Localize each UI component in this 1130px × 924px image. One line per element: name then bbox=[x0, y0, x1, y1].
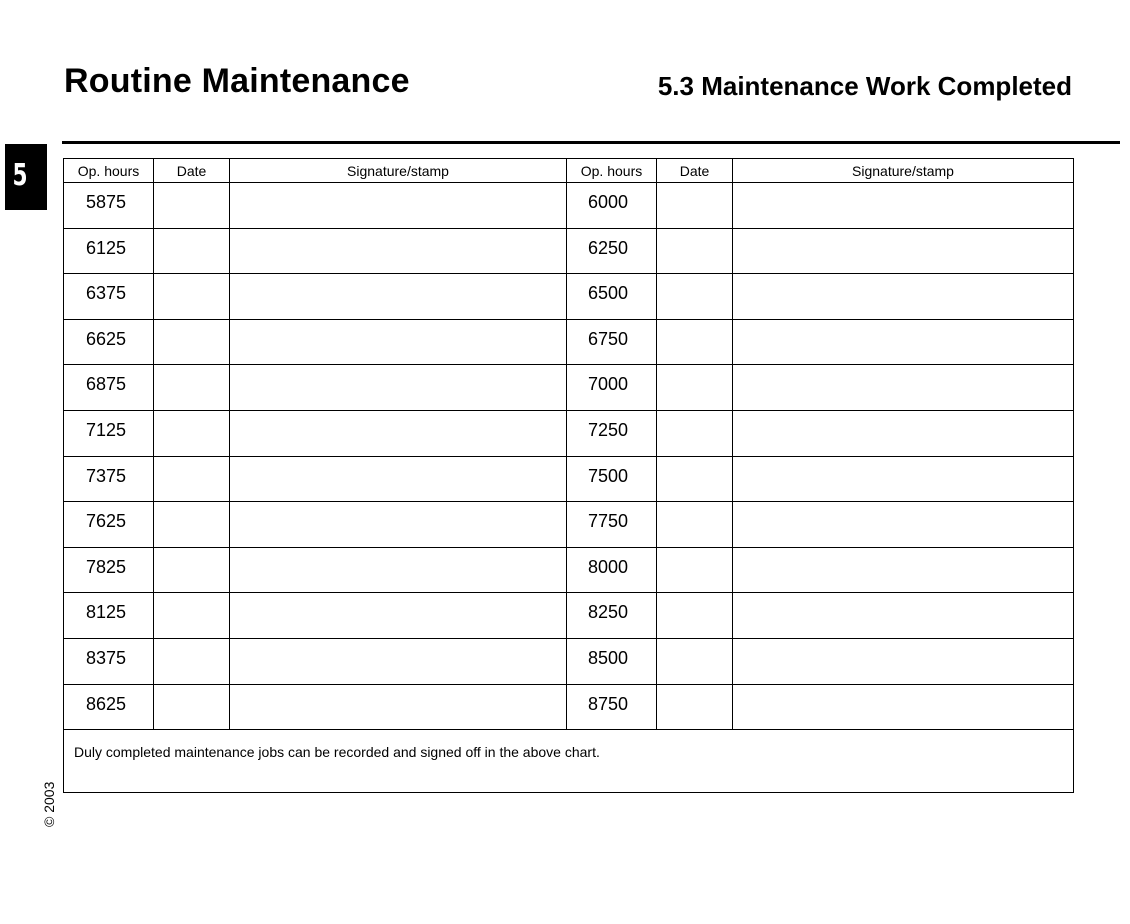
op-hours-right: 6250 bbox=[567, 228, 657, 274]
op-hours-right: 6000 bbox=[567, 183, 657, 229]
op-hours-left: 6875 bbox=[64, 365, 154, 411]
op-hours-left: 8125 bbox=[64, 593, 154, 639]
date-cell-right[interactable] bbox=[657, 319, 733, 365]
signature-cell-right[interactable] bbox=[733, 547, 1074, 593]
signature-cell-left[interactable] bbox=[230, 638, 567, 684]
header-date-right: Date bbox=[657, 159, 733, 183]
date-cell-left[interactable] bbox=[154, 365, 230, 411]
signature-cell-left[interactable] bbox=[230, 410, 567, 456]
signature-cell-right[interactable] bbox=[733, 183, 1074, 229]
date-cell-left[interactable] bbox=[154, 593, 230, 639]
signature-cell-left[interactable] bbox=[230, 228, 567, 274]
date-cell-left[interactable] bbox=[154, 183, 230, 229]
op-hours-left: 7625 bbox=[64, 502, 154, 548]
chapter-tab bbox=[5, 144, 47, 210]
signature-cell-left[interactable] bbox=[230, 365, 567, 411]
date-cell-right[interactable] bbox=[657, 365, 733, 411]
table-body bbox=[64, 183, 1074, 793]
op-hours-right: 7500 bbox=[567, 456, 657, 502]
op-hours-left: 8625 bbox=[64, 684, 154, 730]
date-cell-left[interactable] bbox=[154, 547, 230, 593]
copyright-notice: © 2003 bbox=[41, 781, 57, 827]
note-row bbox=[64, 730, 1074, 793]
date-cell-left[interactable] bbox=[154, 638, 230, 684]
op-hours-right: 7000 bbox=[567, 365, 657, 411]
date-cell-left[interactable] bbox=[154, 502, 230, 548]
header-date-left: Date bbox=[154, 159, 230, 183]
op-hours-left: 6125 bbox=[64, 228, 154, 274]
op-hours-right: 8750 bbox=[567, 684, 657, 730]
signature-cell-right[interactable] bbox=[733, 502, 1074, 548]
signature-cell-right[interactable] bbox=[733, 410, 1074, 456]
date-cell-right[interactable] bbox=[657, 410, 733, 456]
op-hours-right: 7750 bbox=[567, 502, 657, 548]
date-cell-right[interactable] bbox=[657, 593, 733, 639]
op-hours-left: 5875 bbox=[64, 183, 154, 229]
date-cell-right[interactable] bbox=[657, 638, 733, 684]
signature-cell-left[interactable] bbox=[230, 456, 567, 502]
op-hours-right: 6500 bbox=[567, 274, 657, 320]
signature-cell-right[interactable] bbox=[733, 638, 1074, 684]
op-hours-right: 8000 bbox=[567, 547, 657, 593]
date-cell-right[interactable] bbox=[657, 684, 733, 730]
date-cell-left[interactable] bbox=[154, 228, 230, 274]
signature-cell-right[interactable] bbox=[733, 456, 1074, 502]
header-op-hours-left: Op. hours bbox=[64, 159, 154, 183]
op-hours-right: 8500 bbox=[567, 638, 657, 684]
op-hours-left: 6625 bbox=[64, 319, 154, 365]
signature-cell-left[interactable] bbox=[230, 319, 567, 365]
page-title: Routine Maintenance bbox=[64, 62, 410, 100]
table-header-row bbox=[64, 159, 1074, 183]
date-cell-right[interactable] bbox=[657, 547, 733, 593]
signature-cell-right[interactable] bbox=[733, 319, 1074, 365]
maintenance-log-table bbox=[63, 158, 1074, 793]
table-row bbox=[64, 274, 1074, 320]
signature-cell-left[interactable] bbox=[230, 547, 567, 593]
table-row bbox=[64, 684, 1074, 730]
date-cell-left[interactable] bbox=[154, 410, 230, 456]
date-cell-left[interactable] bbox=[154, 456, 230, 502]
op-hours-left: 7125 bbox=[64, 410, 154, 456]
table-row bbox=[64, 502, 1074, 548]
header-signature-right: Signature/stamp bbox=[733, 159, 1074, 183]
table-row bbox=[64, 365, 1074, 411]
table-note: Duly completed maintenance jobs can be recorded and signed off in the above chart. bbox=[64, 730, 1074, 793]
op-hours-right: 8250 bbox=[567, 593, 657, 639]
signature-cell-right[interactable] bbox=[733, 593, 1074, 639]
signature-cell-right[interactable] bbox=[733, 274, 1074, 320]
header-signature-left: Signature/stamp bbox=[230, 159, 567, 183]
table-row bbox=[64, 319, 1074, 365]
date-cell-left[interactable] bbox=[154, 319, 230, 365]
table-row bbox=[64, 593, 1074, 639]
date-cell-left[interactable] bbox=[154, 274, 230, 320]
date-cell-right[interactable] bbox=[657, 183, 733, 229]
op-hours-left: 7825 bbox=[64, 547, 154, 593]
table-row bbox=[64, 183, 1074, 229]
table-row bbox=[64, 547, 1074, 593]
signature-cell-left[interactable] bbox=[230, 502, 567, 548]
signature-cell-left[interactable] bbox=[230, 274, 567, 320]
section-title: 5.3 Maintenance Work Completed bbox=[657, 71, 1072, 101]
header-op-hours-right: Op. hours bbox=[567, 159, 657, 183]
table-row bbox=[64, 638, 1074, 684]
signature-cell-left[interactable] bbox=[230, 593, 567, 639]
header-rule bbox=[62, 141, 1120, 144]
op-hours-right: 6750 bbox=[567, 319, 657, 365]
date-cell-right[interactable] bbox=[657, 228, 733, 274]
date-cell-right[interactable] bbox=[657, 456, 733, 502]
op-hours-left: 8375 bbox=[64, 638, 154, 684]
signature-cell-left[interactable] bbox=[230, 684, 567, 730]
table-row bbox=[64, 228, 1074, 274]
table-row bbox=[64, 410, 1074, 456]
signature-cell-right[interactable] bbox=[733, 684, 1074, 730]
op-hours-left: 6375 bbox=[64, 274, 154, 320]
date-cell-left[interactable] bbox=[154, 684, 230, 730]
signature-cell-right[interactable] bbox=[733, 228, 1074, 274]
table-row bbox=[64, 456, 1074, 502]
chapter-number: 5 bbox=[12, 158, 28, 193]
signature-cell-left[interactable] bbox=[230, 183, 567, 229]
signature-cell-right[interactable] bbox=[733, 365, 1074, 411]
op-hours-left: 7375 bbox=[64, 456, 154, 502]
op-hours-right: 7250 bbox=[567, 410, 657, 456]
date-cell-right[interactable] bbox=[657, 502, 733, 548]
date-cell-right[interactable] bbox=[657, 274, 733, 320]
